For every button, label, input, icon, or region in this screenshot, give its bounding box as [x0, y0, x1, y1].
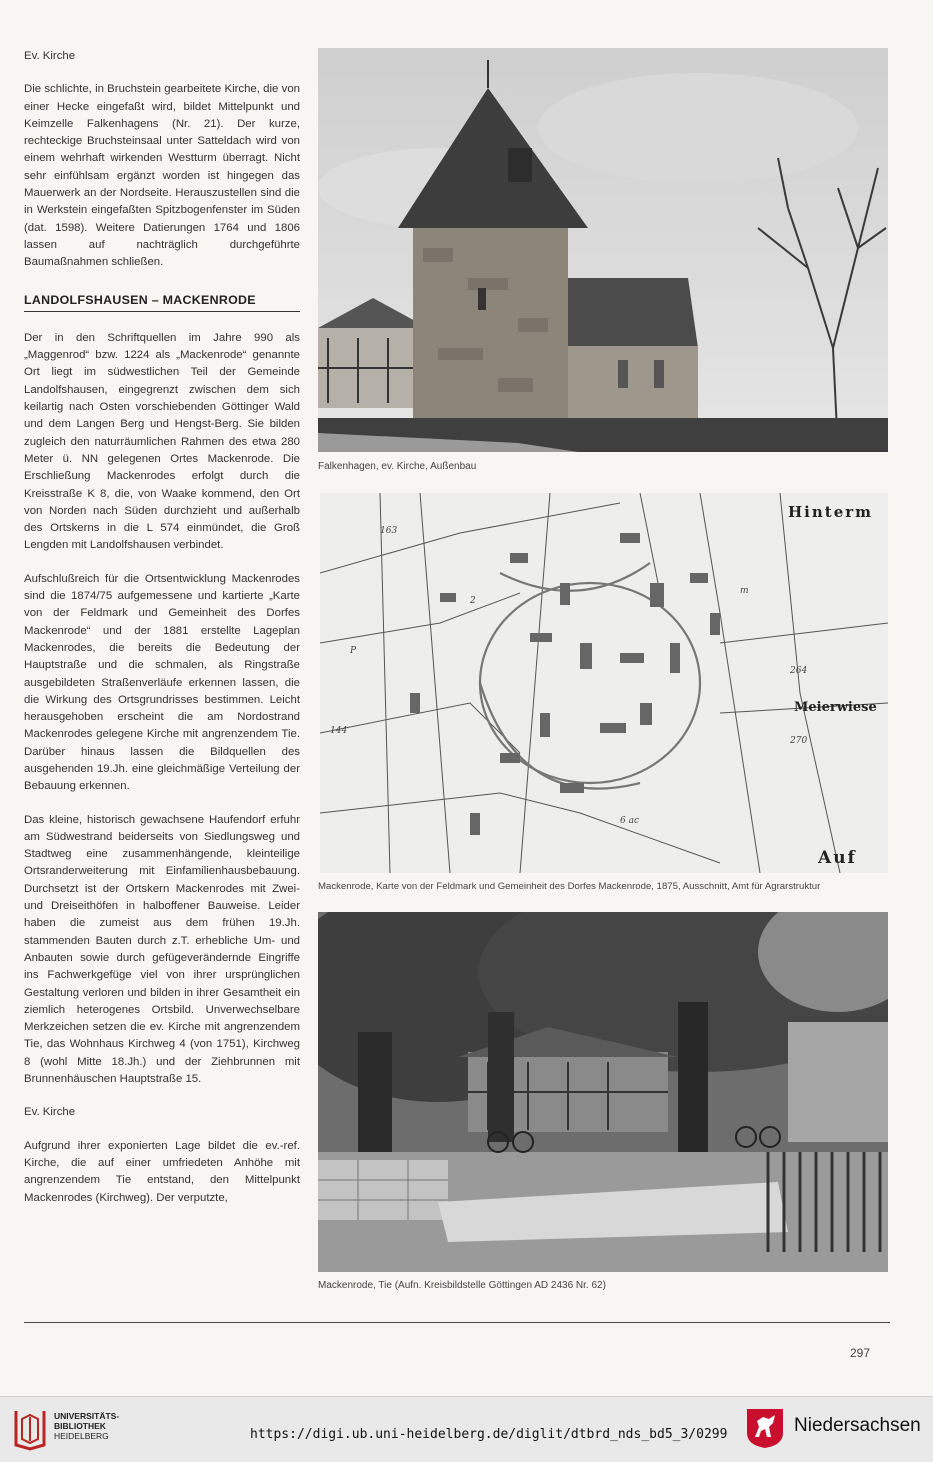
digitization-footer — [0, 1396, 933, 1462]
paragraph-location: Der in den Schriftquellen im Jahre 990 als „Maggenrod“ bzw. 1224 als „Mackenrode“ genannte Ort liegt im südwestlichen Teil der Gemeinde Landolfshausen, eingegrenzt zwischen dem sich keilartig nach Osten vorschiebenden Göttinger Wald und dem Langen Berg und Hengst-Berg. Sie bilden zugleich den naturräumlichen Rahmen des etwa 280 Meter ü. NN gelegenen Ortes Mackenrode. Die Erschließung Mackenrodes erfolgt durch die Kreisstraße K 8, die, von Waake kommend, den Ort von Norden nach Süden durchzieht und außerhalb des Ortskerns in die L 574 einmündet, die Groß Lengden mit Landolfshausen verbindet. — [24, 331, 300, 552]
ub-heidelberg-wordmark: UNIVERSITÄTS- BIBLIOTHEK HEIDELBERG — [54, 1411, 120, 1441]
caption-photo-3: Mackenrode, Tie (Aufn. Kreisbildstelle Göttingen AD 2436 Nr. 62) — [318, 1280, 606, 1291]
heading-ev-kirche-mackenrode: Ev. Kirche — [24, 1106, 76, 1119]
page-number: 297 — [850, 1346, 871, 1360]
svg-text:163: 163 — [380, 526, 398, 536]
section-title: LANDOLFSHAUSEN – MACKENRODE — [24, 292, 300, 312]
niedersachsen-wordmark: Niedersachsen — [794, 1415, 921, 1436]
photo-falkenhagen-church — [318, 48, 888, 452]
svg-text:144: 144 — [330, 726, 348, 736]
svg-text:2: 2 — [470, 596, 476, 606]
church-photo-illustration — [318, 48, 888, 452]
svg-text:P: P — [350, 646, 357, 656]
map-label-meierwiese: Meierwiese — [794, 700, 877, 715]
left-text-column — [24, 48, 300, 1223]
heading-ev-kirche-falkenhagen: Ev. Kirche — [24, 50, 76, 62]
paragraph-falkenhagen-church: Die schlichte, in Bruchstein gearbeitete Kirche, die von einer Hecke eingefaßt wird, bildet Mittelpunkt und Keimzelle Falkenhagens (Nr. 21). Der kurze, rechteckige Bruchsteinsaal unter Satteldach wird von einem wehrhaft wirkenden Westturm überragt. Nicht sehr einfühlsam ergänzt worden ist hingegen das Mauerwerk an der Nordseite. Herauszustellen sind die in Werkstein eingefaßten Spitzbogenfenster im Süden (dat. 1598). Weitere Datierungen 1764 und 1806 lassen auf nachträglich durchgeführte Baumaßnahmen schließen. — [24, 83, 300, 269]
niedersachsen-horse-logo-icon — [745, 1407, 785, 1449]
photo-mackenrode-tie — [318, 912, 888, 1272]
caption-map: Mackenrode, Karte von der Feldmark und Gemeinheit des Dorfes Mackenrode, 1875, Ausschnitt, Amt für Agrarstruktur — [318, 881, 821, 892]
paragraph-development: Aufschlußreich für die Ortsentwicklung Mackenrodes sind die 1874/75 aufgemessene und kartierte „Karte von der Feldmark und Gemeinheit des Dorfes Mackenrode“ und der 1881 erstellte Lageplan Mackenrodes, die bereits die Bedeutung der Hauptstraße und die schmalen, als Ringstraße ausgebildeten Straßenverläufe erkennen lassen, die die Wirkung des Ortsgrundrisses bestimmen. Leicht herausgehoben erscheint die am Nordostrand Mackenrodes gelegene Kirche mit angrenzendem Tie. Darüber hinaus lassen die Bildquellen des ausgehenden 19.Jh. eine gleichmäßige Verteilung der Bebauung erkennen. — [24, 572, 300, 793]
svg-text:6 ac: 6 ac — [620, 816, 639, 826]
svg-text:270: 270 — [790, 736, 808, 746]
permalink-url[interactable]: https://digi.ub.uni-heidelberg.de/diglit/dtbrd_nds_bd5_3/0299 — [250, 1427, 728, 1442]
map-label-hinterm: Hinterm — [788, 503, 874, 521]
footer-divider — [24, 1322, 890, 1323]
paragraph-mackenrode-church: Aufgrund ihrer exponierten Lage bildet die ev.-ref. Kirche, die auf einer umfriedeten Anhöhe mit angrenzendem Tie entstand, den Mittelpunkt Mackenrodes (Kirchweg). Der verputzte, — [24, 1139, 300, 1204]
historic-map-1875 — [320, 493, 888, 873]
ub-heidelberg-logo-icon — [10, 1405, 50, 1451]
caption-photo-1: Falkenhagen, ev. Kirche, Außenbau — [318, 461, 477, 472]
svg-text:m: m — [740, 586, 749, 596]
tie-photo-illustration — [318, 912, 888, 1272]
paragraph-village-structure: Das kleine, historisch gewachsene Haufendorf erfuhr am Südwestrand beiderseits von Siedlungsweg und Stadtweg eine zusammenhängende, kleinteilige Ortsranderweiterung mit Einfamilienhausbebauung. Durchsetzt ist der Ortskern Mackenrodes mit Zwei- und Dreiseithöfen in halboffener Bauweise. Leider haben die zumeist aus dem frühen 19.Jh. stammenden Bauten durch z.T. erhebliche Um- und Anbauten sowie durch gefügeverändernde Eingriffe ins Fachwerkgefüge viel von ihrer ursprünglichen Gestaltung verloren und bilden in ihrer Gesamtheit ein ziemlich heterogenes Ortsbild. Unverwechselbare Merkzeichen setzen die ev. Kirche mit angrenzendem Tie, das Wohnhaus Kirchweg 4 (von 1751), Kirchweg 8 (wohl Mitte 18.Jh.) und der Ziehbrunnen mit Brunnenhäuschen Hauptstraße 15. — [24, 813, 300, 1086]
map-label-auf: Auf — [818, 848, 857, 868]
map-drawing — [320, 493, 888, 873]
svg-text:264: 264 — [790, 666, 808, 676]
